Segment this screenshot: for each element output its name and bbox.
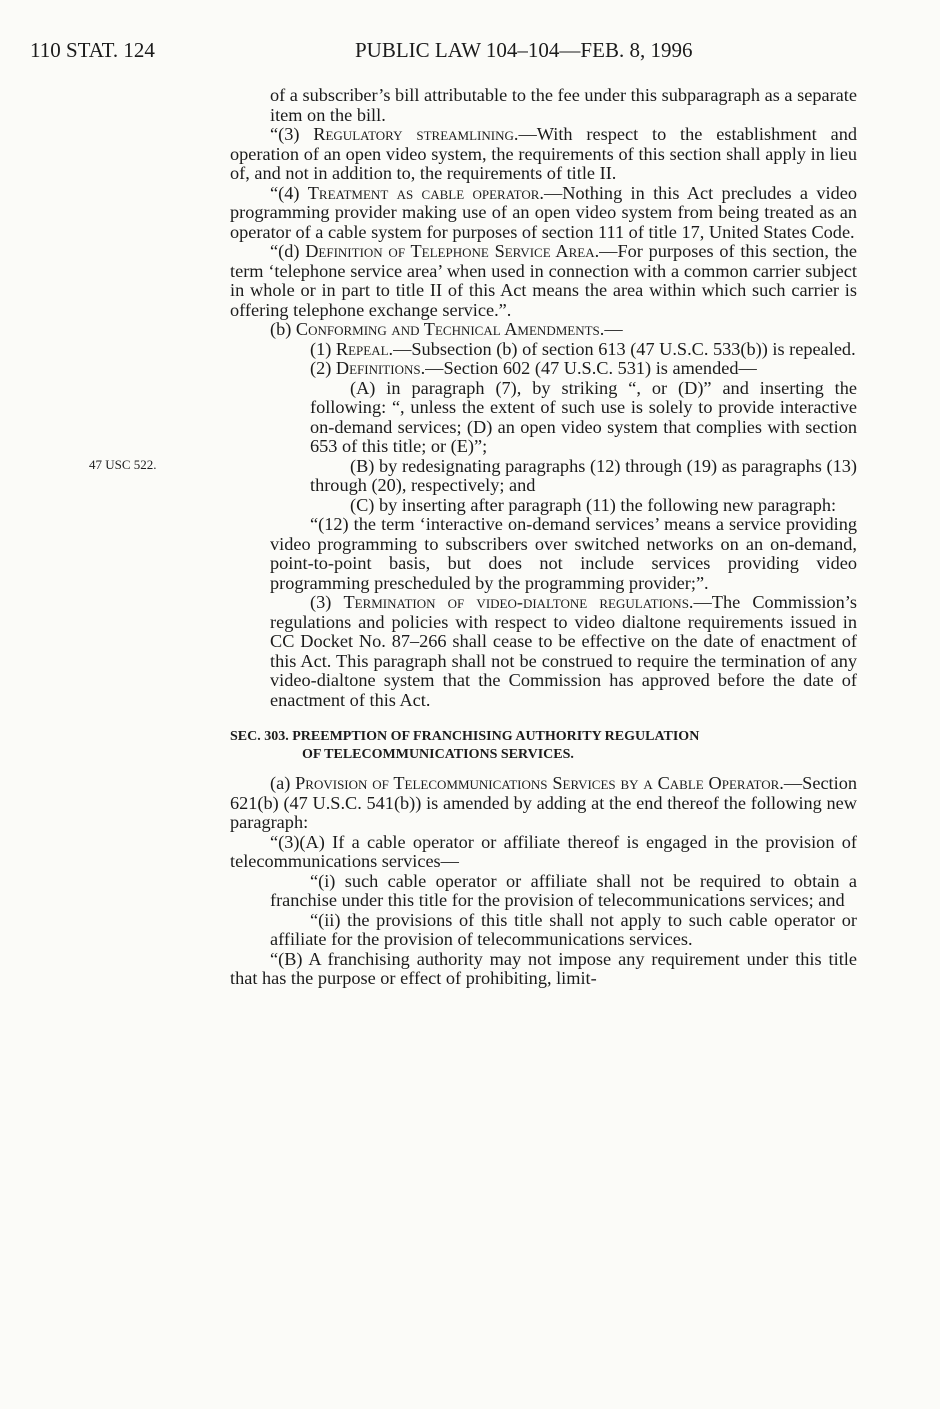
paragraph-regulatory-streamlining: “(3) Regulatory streamlining.—With respect to the establishment and operation of an open video system, the requirements of this section shall apply in lieu of, and not in addition to, the requirements of title II. xyxy=(230,124,857,183)
stat-page-number: 110 STAT. 124 xyxy=(30,38,155,62)
paragraph-heading: Termination of video-dialtone regulations. xyxy=(343,592,694,612)
paragraph-3a: “(3)(A) If a cable operator or affiliate thereof is engaged in the provision of telecommunications services— xyxy=(230,831,857,871)
paragraph-heading: Treatment as cable operator. xyxy=(307,182,544,203)
public-law-citation: PUBLIC LAW 104–104—FEB. 8, 1996 xyxy=(355,38,693,62)
paragraph-heading: Repeal. xyxy=(335,338,394,359)
subparagraph-b: (B) by redesignating paragraphs (12) through (19) as paragraphs (13) through (20), respectively; and xyxy=(310,455,857,495)
paragraph-conforming-amendments: (b) Conforming and Technical Amendments.— xyxy=(270,319,623,339)
document-body xyxy=(230,86,857,989)
paragraph-termination-video-dialtone: (3) Termination of video-dialtone regulations.—The Commission’s regulations and policies with respect to video dialtone requirements issued in CC Docket No. 87–266 shall cease to be effective on the date of enactment of this Act. This paragraph shall not be construed to require the termination of any video-dialtone system that the Commission has approved before the date of enactment of this Act. xyxy=(270,592,857,710)
paragraph-heading: Conforming and Technical Amendments. xyxy=(295,319,605,339)
clause-ii: “(ii) the provisions of this title shall not apply to such cable operator or affiliate for the provision of telecommunications services. xyxy=(270,909,857,949)
paragraph-heading: Regulatory streamlining. xyxy=(313,124,519,144)
paragraph-definitions: (2) Definitions.—Section 602 (47 U.S.C. 531) is amended— xyxy=(310,358,757,378)
margin-note: 47 USC 522. xyxy=(89,457,157,472)
paragraph-interactive-on-demand: “(12) the term ‘interactive on-demand services’ means a service providing video programming to subscribers over switched networks on an on-demand, point-to-point basis, but does not include services providing video programming prescheduled by the programming provider;”. xyxy=(270,514,857,593)
paragraph-3b: “(B) A franchising authority may not impose any requirement under this title that has the purpose or effect of prohibiting, limit- xyxy=(230,948,857,988)
section-heading xyxy=(230,728,857,764)
paragraph-heading: Provision of Telecommunications Services by a Cable Operator. xyxy=(295,773,784,793)
paragraph-definition-telephone-service-area: “(d) Definition of Telephone Service Area.—For purposes of this section, the term ‘telephone service area’ when used in connection with a common carrier subject in whole or in part to title II of this Act means the area within which such carrier is offering telephone exchange service.”. xyxy=(230,241,857,320)
paragraph-continuation: of a subscriber’s bill attributable to the fee under this subparagraph as a separate item on the bill. xyxy=(270,85,857,125)
section-heading-line-2: OF TELECOMMUNICATIONS SERVICES. xyxy=(302,747,574,762)
clause-i: “(i) such cable operator or affiliate shall not be required to obtain a franchise under this title for the provision of telecommunications services; and xyxy=(270,870,857,910)
paragraph-heading: Definitions. xyxy=(335,358,426,378)
running-header xyxy=(30,35,860,65)
subparagraph-a: (A) in paragraph (7), by striking “, or (D)” and inserting the following: “, unless the extent of such use is solely to provide interactive on-demand services; (D) an open video system that complies with section 653 of this title; or (E)”; xyxy=(310,377,857,456)
paragraph-treatment-as-cable-operator: “(4) Treatment as cable operator.—Nothing in this Act precludes a video programming provider making use of an open video system from being treated as an operator of a cable system for purposes of section 111 of title 17, United States Code. xyxy=(230,182,857,242)
paragraph-heading: Definition of Telephone Service Area. xyxy=(305,241,600,261)
subparagraph-c: (C) by inserting after paragraph (11) the following new paragraph: xyxy=(350,494,837,515)
section-heading-line-1: SEC. 303. PREEMPTION OF FRANCHISING AUTHORITY REGULATION xyxy=(230,729,700,744)
paragraph-repeal: (1) Repeal.—Subsection (b) of section 613 (47 U.S.C. 533(b)) is repealed. xyxy=(310,338,856,359)
paragraph-provision-of-telecom-services: (a) Provision of Telecommunications Services by a Cable Operator.—Section 621(b) (47 U.S.C. 541(b)) is amended by adding at the end thereof the following new paragraph: xyxy=(230,773,857,832)
